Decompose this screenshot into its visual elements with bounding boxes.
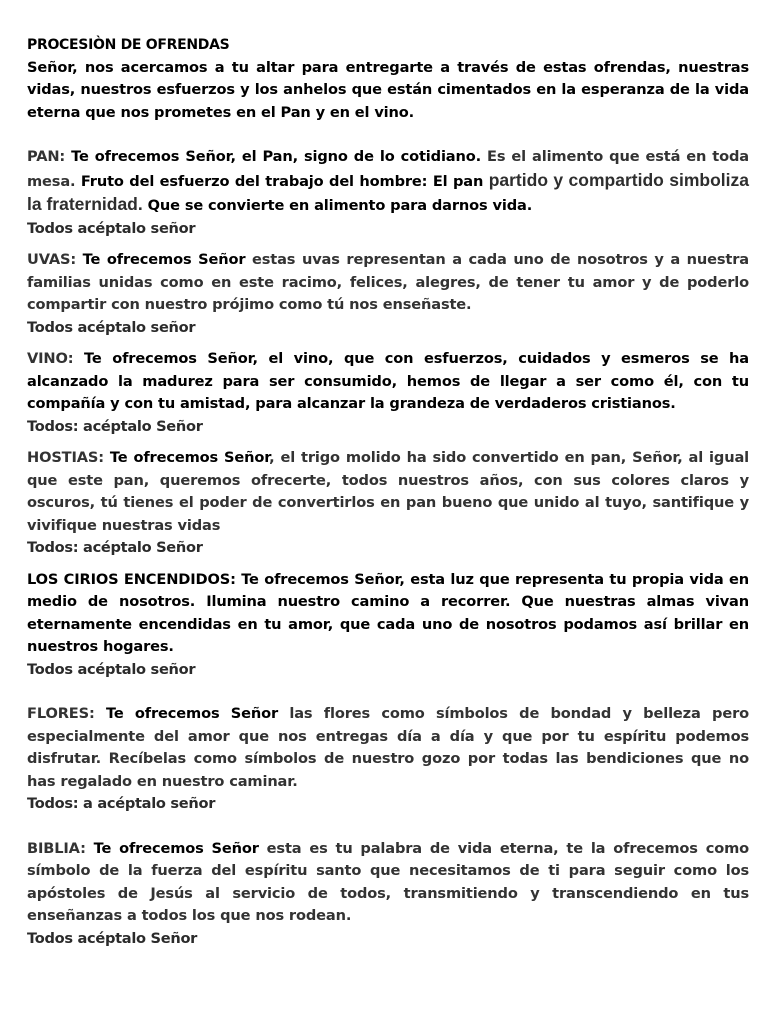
biblia-section — [27, 838, 749, 951]
uvas-lead: Te ofrecemos Señor — [76, 251, 246, 268]
flores-text: las flores como símbolos de bondad y belleza pero especialmente del amor que nos entregas día a día y que por tu espíritu podemos disfrutar. Recíbelas como símbolos de nuestro gozo por todas las bendiciones que no has regalado en nuestro caminar. — [27, 705, 749, 790]
vino-paragraph — [27, 348, 749, 416]
hostias-label: HOSTIAS: — [27, 449, 104, 466]
biblia-paragraph — [27, 838, 749, 928]
flores-paragraph — [27, 703, 749, 793]
hostias-section — [27, 447, 749, 560]
pan-paragraph — [27, 146, 749, 218]
cirios-label: LOS CIRIOS ENCENDIDOS — [27, 570, 231, 588]
uvas-section — [27, 249, 749, 339]
document-title: PROCESIÒN DE OFRENDAS — [27, 37, 230, 53]
cirios-response: Todos acéptalo señor — [27, 660, 196, 678]
biblia-response: Todos acéptalo Señor — [27, 929, 198, 947]
intro-paragraph: Señor, nos acercamos a tu altar para entregarte a través de estas ofrendas, nuestras vidas, nuestros esfuerzos y los anhelos que están cimentados en la esperanza de la vida eterna que nos prometes en el Pan y en el vino. — [27, 58, 749, 121]
hostias-response: Todos: acéptalo Señor — [27, 539, 203, 556]
vino-section — [27, 348, 749, 438]
vino-label: VINO: — [27, 350, 74, 367]
uvas-paragraph — [27, 249, 749, 317]
biblia-label: BIBLIA: — [27, 839, 86, 857]
cirios-section — [27, 569, 749, 682]
biblia-lead: Te ofrecemos Señor — [85, 839, 259, 857]
pan-response: Todos acéptalo señor — [27, 219, 196, 237]
uvas-label: UVAS: — [27, 251, 77, 268]
pan-mid-text: Fruto del esfuerzo del trabajo del hombre: El pan — [75, 172, 489, 190]
vino-response: Todos: acéptalo Señor — [27, 417, 203, 435]
flores-section — [27, 703, 749, 816]
flores-label: FLORES: — [27, 705, 95, 722]
pan-large-text: partido y compartido simboliza la fraternidad. — [27, 169, 749, 214]
biblia-text: esta es tu palabra de vida eterna, te la ofrecemos como símbolo de la fuerza del espíritu santo que necesitamos de ti para seguir como los apóstoles de Jesús al servicio de todos, transmitiendo y transcendiendo en tus enseñanzas a todos los que nos rodean. — [27, 839, 750, 924]
flores-lead: Te ofrecemos Señor — [94, 705, 279, 722]
hostias-lead: Te ofrecemos Señor — [103, 449, 270, 466]
cirios-text: : Te ofrecemos Señor, esta luz que representa tu propia vida en medio de nosotros. Ilumina nuestro camino a recorrer. Que nuestras almas vivan eternamente encendidas en tu amor, que cada uno de nosotros podamos así brillar en nuestros hogares. — [27, 570, 749, 655]
uvas-text: estas uvas representan a cada uno de nosotros y a nuestra familias unidas como en este racimo, felices, alegres, de tener tu amor y de poderlo compartir con nuestro prójimo como tú nos enseñaste. — [27, 251, 750, 313]
hostias-text: , el trigo molido ha sido convertido en pan, Señor, al igual que este pan, queremos ofrecerte, todos nuestros años, con sus colores claros y oscuros, tú tienes el poder de convertirlos en pan bueno que unido al tuyo, santifique y vivifique nuestras vidas — [27, 449, 749, 534]
pan-gray-text: Es el alimento que está en toda mesa. — [27, 148, 750, 190]
pan-end-text: Que se convierte en alimento para darnos vida. — [142, 197, 533, 214]
cirios-paragraph — [27, 569, 749, 659]
document-page — [27, 34, 749, 950]
uvas-response: Todos acéptalo señor — [27, 318, 196, 336]
pan-label: PAN: — [27, 148, 66, 165]
flores-response: Todos: a acéptalo señor — [27, 795, 216, 812]
pan-section — [27, 146, 749, 240]
vino-text: Te ofrecemos Señor, el vino, que con esfuerzos, cuidados y esmeros se ha alcanzado la madurez para ser consumido, hemos de llegar a ser como él, con tu compañía y con tu amistad, para alcanzar la grandeza de verdaderos cristianos. — [27, 350, 749, 412]
hostias-paragraph — [27, 447, 749, 537]
pan-lead: Te ofrecemos Señor, el Pan, signo de lo cotidiano. — [65, 148, 482, 165]
